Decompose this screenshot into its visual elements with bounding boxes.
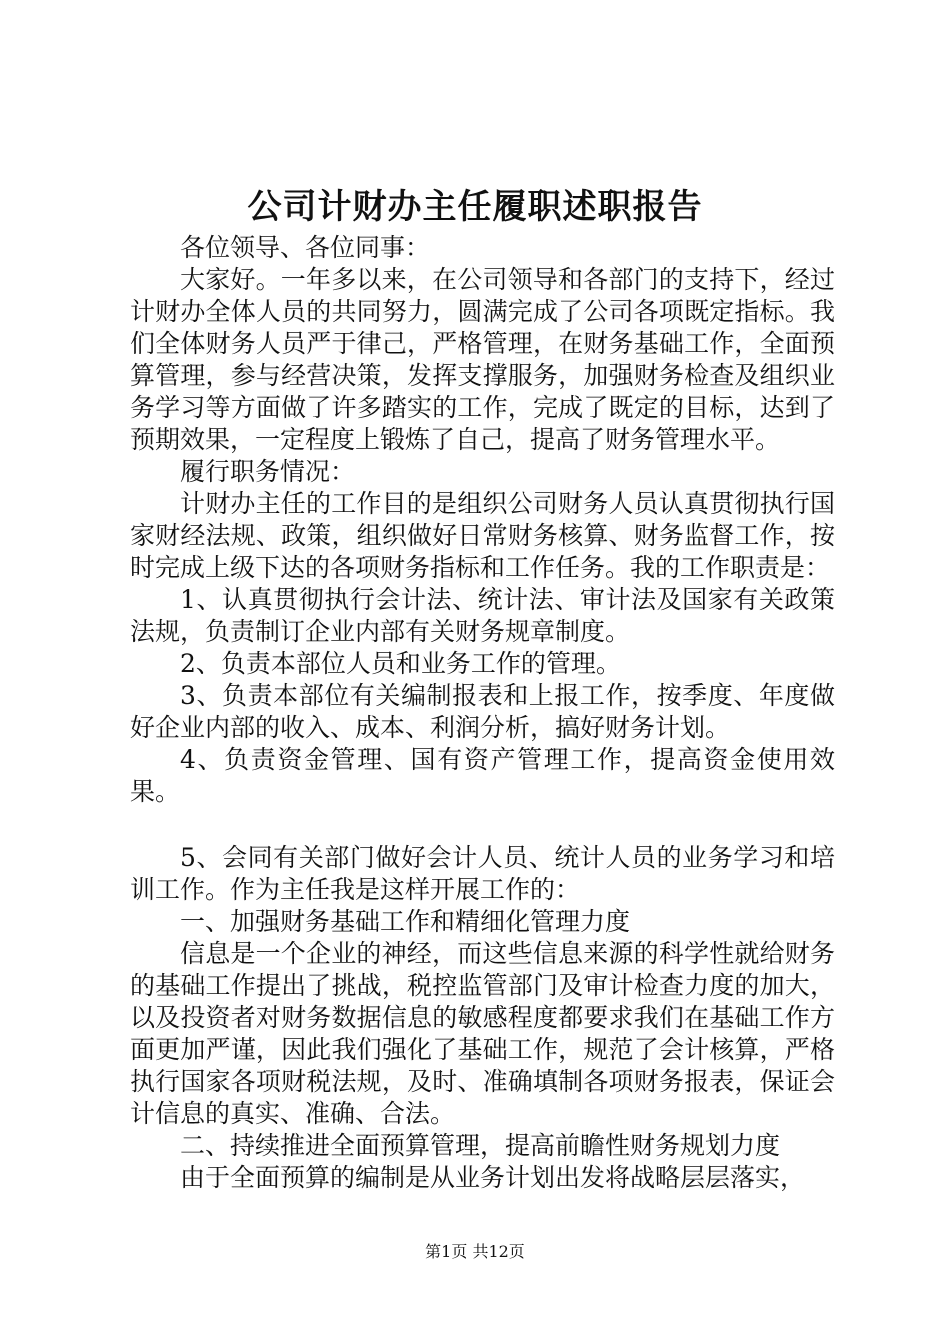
section-heading-1: 一、加强财务基础工作和精细化管理力度 — [180, 907, 631, 936]
duties-heading: 履行职务情况： — [180, 457, 356, 486]
duty-item-3: 3、负责本部位有关编制报表和上报工作，按季度、年度做好企业内部的收入、成本、利润分析，搞好财务计划。 — [130, 681, 835, 742]
document-title: 公司计财办主任履职述职报告 — [247, 187, 703, 227]
duty-item-1: 1、认真贯彻执行会计法、统计法、审计法及国家有关政策法规，负责制订企业内部有关财务规章制度。 — [130, 585, 835, 646]
duty-item-5: 5、会同有关部门做好会计人员、统计人员的业务学习和培训工作。作为主任我是这样开展工作的： — [130, 843, 835, 904]
page-number-footer: 第1页 共12页 — [425, 1242, 525, 1261]
duties-intro-paragraph: 计财办主任的工作目的是组织公司财务人员认真贯彻执行国家财经法规、政策，组织做好日常财务核算、财务监督工作，按时完成上级下达的各项财务指标和工作任务。我的工作职责是： — [130, 489, 835, 582]
section-2-paragraph: 由于全面预算的编制是从业务计划出发将战略层层落实， — [180, 1163, 806, 1192]
duty-item-2: 2、负责本部位人员和业务工作的管理。 — [180, 649, 621, 678]
document-body — [130, 232, 835, 1194]
section-1-paragraph: 信息是一个企业的神经，而这些信息来源的科学性就给财务的基础工作提出了挑战，税控监管部门及审计检查力度的加大，以及投资者对财务数据信息的敏感程度都要求我们在基础工作方面更加严谨，因此我们强化了基础工作，规范了会计核算，严格执行国家各项财税法规，及时、准确填制各项财务报表，保证会计信息的真实、准确、合法。 — [130, 939, 835, 1128]
section-heading-2: 二、持续推进全面预算管理，提高前瞻性财务规划力度 — [180, 1131, 781, 1160]
duty-item-4: 4、负责资金管理、国有资产管理工作，提高资金使用效果。 — [130, 745, 835, 806]
opening-paragraph: 大家好。一年多以来，在公司领导和各部门的支持下，经过计财办全体人员的共同努力，圆满完成了公司各项既定指标。我们全体财务人员严于律己，严格管理，在财务基础工作，全面预算管理，参与经营决策，发挥支撑服务，加强财务检查及组织业务学习等方面做了许多踏实的工作，完成了既定的目标，达到了预期效果，一定程度上锻炼了自己，提高了财务管理水平。 — [130, 265, 835, 454]
salutation-paragraph: 各位领导、各位同事： — [180, 233, 431, 262]
